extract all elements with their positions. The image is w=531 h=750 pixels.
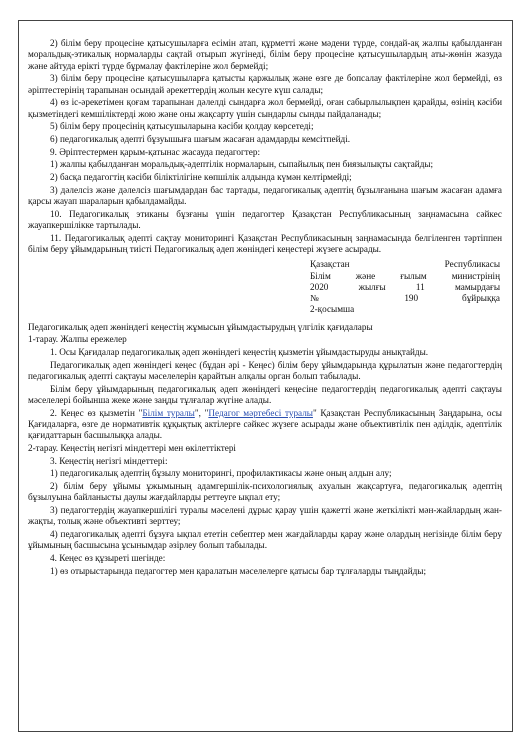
clause-8-3: 3) білім беру процесіне қатысушыларға қатысты қаржылық және өзге де бопсалау фактілеріне жол бермейді, өз әріптестерінің тарапынан осындай әрекеттердің жолын кесуге күш салады; [28, 73, 502, 95]
chapter-2-heading: 2-тарау. Кеңестің негізгі міндеттері мен өкілеттіктері [28, 443, 236, 454]
clause-8-2: 2) білім беру процесіне қатысушыларға есімін атап, құрметті және мәдени түрде, сондай-ақ жалпы қабылданған моральдық-этикалық нормаларды сақтай отырып жүгінеді, білім беру процесіне қатысушылардың аты-жөнін жазуда және айтуда ерікті түрде бұрмалау фактілеріне жол бермейді; [28, 38, 502, 71]
clause-8-6: 6) педагогикалық әдепті бұзуышыға шағым жасаған адамдарды кемсітпейді. [50, 133, 351, 144]
clause-8-4: 4) өз іс-әрекетімен қоғам тарапынан дәлелді сындарға жол бермейді, оған сабырлылықпен қарайды, өзінің кәсіби қызметіндегі кемшіліктерді жою және оны жақсарту үшін сындарлы сынды пайдаланады; [28, 97, 502, 119]
rule-4-1: 1) өз отырыстарында педагогтер мен қаралатын мәселелерге қатысы бар тұлғаларды тыңдайды; [50, 565, 427, 576]
chapter-1-heading: 1-тарау. Жалпы ережелер [28, 334, 127, 345]
clause-11: 11. Педагогикалық әдепті сақтау мониторингі Қазақстан Республикасының заңнамасында белгіленген тәртіппен білім беру ұйымдарының тиісті Педагогикалық әдеп жөніндегі кеңестері жүзеге асырады. [28, 232, 502, 254]
rule-2-prefix: 2. Кеңес өз қызметін " [50, 407, 143, 418]
rule-3-1: 1) педагогикалық әдептің бұзылу мониторингі, профилактикасы және оның алдын алу; [50, 468, 392, 479]
appendix-line: Білім және ғылым министрінің [310, 270, 500, 281]
law-teacher-status-link[interactable]: Педагог мәртебесі туралы [208, 407, 313, 418]
rule-2 [28, 408, 502, 442]
rule-3: 3. Кеңестің негізгі міндеттері: [50, 455, 168, 466]
rule-2-suffix: " Қазақстан Республикасының Заңдарына, осы Қағидаларға, өзге де нормативтік құқықтық актілерге сәйкес жүзеге асырады және объективтілік пен әділдік, әдептілік қағидаттарын басшылыққа алады. [28, 407, 502, 441]
rule-4: 4. Кеңес өз құзыреті шегінде: [50, 553, 166, 564]
clause-9-2: 2) басқа педагогтің кәсіби біліктілігіне көпшілік алдында күмән келтірмейді; [50, 172, 352, 182]
rule-2-mid: ", " [194, 407, 209, 418]
clause-9-3: 3) дәлелсіз және дәлелсіз шағымдардан бас тартады, педагогикалық әдептің бұзылғанына шағым жасаған адамға қарсы жауап шараларын қабылдамайды. [28, 184, 502, 206]
law-education-link[interactable]: Білім туралы [142, 407, 195, 418]
appendix-line: 2-қосымша [310, 304, 355, 315]
appendix-line: Қазақстан Республикасы [310, 259, 500, 270]
rule-3-2: 2) білім беру ұйымы ұжымының адамгершілік-психологиялық ахуалын жақсартуға, педагогикалық әдептің бұзылуына байланысты даулы жағдайларды реттеуге ықпал ету; [28, 481, 502, 503]
rule-1-appeal: Білім беру ұйымдарының педагогикалық әдеп жөніндегі кеңесіне педагогтердің педагогикалық әдепті сақтауы мәселелері бойынша жеке және заңды тұлғалар жүгіне алады. [28, 383, 502, 406]
clause-10: 10. Педагогикалық этиканы бұзғаны үшін педагогтер Қазақстан Республикасының заңнамасына сәйкес жауапкершілікке тартылады. [28, 208, 502, 230]
rules-title: Педагогикалық әдеп жөніндегі кеңестің жұмысын ұйымдастырудың үлгілік қағидалары [28, 321, 373, 332]
clause-9-1: 1) жалпы қабылданған моральдық-әдептілік нормаларын, сыпайылық пен биязылықты сақтайды; [50, 159, 434, 170]
appendix-line: 2020 жылғы 11 мамырдағы [310, 281, 500, 292]
clause-9: 9. Әріптестермен қарым-қатынас жасауда педагогтер: [50, 146, 261, 157]
rule-3-4: 4) педагогикалық әдепті бұзуға ықпал ететін себептер мен жағдайларды қарау және олардың негізінде білім беру ұйымының басшысына ұсынымдар әзірлеу болып табылады. [28, 529, 502, 551]
appendix-header [310, 259, 500, 315]
clause-8-5: 5) білім беру процесінің қатысушыларына кәсіби қолдау көрсетеді; [50, 121, 314, 132]
rule-3-3: 3) педагогтердің жауапкершілігі туралы мәселені дұрыс қарау үшін қажетті және жеткілікті мән-жайлардың жан-жақты, толық және объективті зерттеу; [28, 505, 502, 527]
rule-1-definition: Педагогикалық әдеп жөніндегі кеңес (бұдан әрі - Кеңес) білім беру ұйымдарында құрылатын және педагогтердің педагогикалық әдепті сақтауы мәселелерін қарайтын алқалы орган болып табылады. [28, 359, 502, 382]
appendix-line: № 190 бұйрыққа [310, 293, 500, 304]
rule-1: 1. Осы Қағидалар педагогикалық әдеп жөніндегі кеңестің қызметін ұйымдастыруды анықтайды. [50, 347, 429, 358]
document-body [28, 38, 502, 578]
